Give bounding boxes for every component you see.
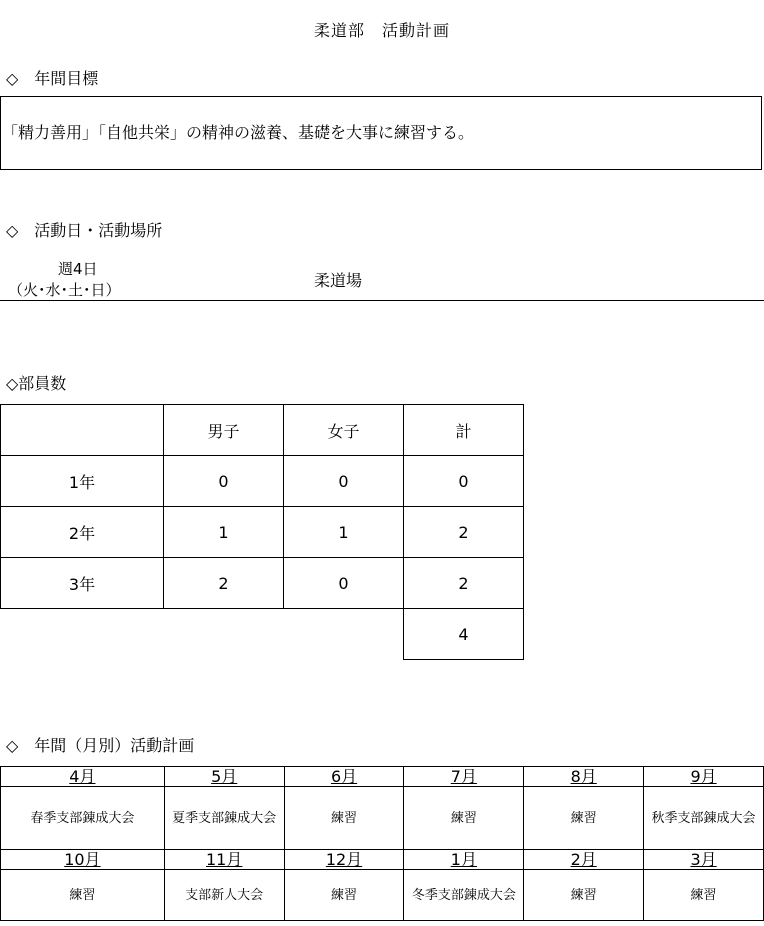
activity-days: 週4日 [58, 260, 98, 278]
month-cell: 6月 [284, 767, 404, 787]
event-cell: 練習 [404, 787, 524, 850]
month-cell: 7月 [404, 767, 524, 787]
total-row [1, 609, 524, 660]
month-cell: 10月 [1, 850, 165, 870]
event-row [1, 787, 764, 850]
month-cell: 12月 [284, 850, 404, 870]
table-row [1, 507, 524, 558]
event-cell: 秋季支部錬成大会 [644, 787, 764, 850]
event-cell: 夏季支部錬成大会 [164, 787, 284, 850]
event-cell: 練習 [644, 870, 764, 921]
divider [0, 300, 764, 301]
month-cell: 5月 [164, 767, 284, 787]
month-row [1, 850, 764, 870]
event-cell: 春季支部錬成大会 [1, 787, 165, 850]
table-row [1, 558, 524, 609]
column-header: 男子 [164, 405, 284, 456]
month-cell: 1月 [404, 850, 524, 870]
event-cell: 冬季支部錬成大会 [404, 870, 524, 921]
members-table [0, 404, 524, 660]
grand-total: 4 [404, 609, 524, 660]
month-cell: 4月 [1, 767, 165, 787]
page-title: 柔道部 活動計画 [313, 21, 450, 40]
month-cell: 3月 [644, 850, 764, 870]
grade-label: 1年 [1, 456, 164, 507]
male-count: 1 [164, 507, 284, 558]
column-header: 女子 [284, 405, 404, 456]
female-count: 1 [284, 507, 404, 558]
column-header: 計 [404, 405, 524, 456]
plan-table [0, 766, 764, 921]
month-row [1, 767, 764, 787]
goal-heading: ◇ 年間目標 [6, 69, 99, 88]
members-heading: ◇部員数 [6, 374, 67, 393]
event-cell: 支部新人大会 [164, 870, 284, 921]
male-count: 0 [164, 456, 284, 507]
table-row [1, 456, 524, 507]
male-count: 2 [164, 558, 284, 609]
activity-place: 柔道場 [314, 271, 363, 290]
row-total: 2 [404, 507, 524, 558]
month-cell: 2月 [524, 850, 644, 870]
grade-label: 3年 [1, 558, 164, 609]
month-cell: 8月 [524, 767, 644, 787]
plan-heading: ◇ 年間（月別）活動計画 [6, 736, 195, 755]
activity-days-detail: （火･水･土･日） [8, 281, 121, 299]
female-count: 0 [284, 558, 404, 609]
activity-heading: ◇ 活動日・活動場所 [6, 221, 163, 240]
event-cell: 練習 [284, 787, 404, 850]
month-cell: 9月 [644, 767, 764, 787]
event-row [1, 870, 764, 921]
event-cell: 練習 [524, 870, 644, 921]
female-count: 0 [284, 456, 404, 507]
month-cell: 11月 [164, 850, 284, 870]
goal-text: 「精力善用」「自他共栄」の精神の滋養、基礎を大事に練習する。 [2, 123, 475, 142]
row-total: 2 [404, 558, 524, 609]
grade-label: 2年 [1, 507, 164, 558]
table-header-row [1, 405, 524, 456]
column-header [1, 405, 164, 456]
row-total: 0 [404, 456, 524, 507]
event-cell: 練習 [1, 870, 165, 921]
event-cell: 練習 [284, 870, 404, 921]
event-cell: 練習 [524, 787, 644, 850]
